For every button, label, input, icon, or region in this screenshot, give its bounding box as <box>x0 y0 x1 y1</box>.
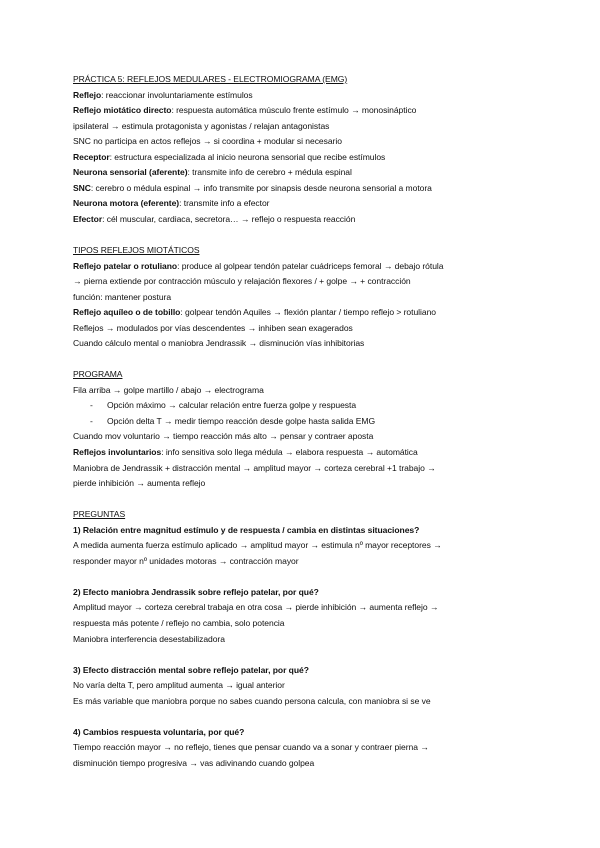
definition-line: SNC no participa en actos reflejos → si coordina + modular si necesario <box>73 136 342 147</box>
tipos-line: Reflejos → modulados por vías descendentes → inhiben sean exagerados <box>73 322 353 333</box>
tipos-line: función: mantener postura <box>73 291 172 302</box>
dash-bullet-icon: - <box>90 415 93 426</box>
bullet-item: - Opción delta T → medir tiempo reacción desde golpe hasta salida EMG <box>73 414 543 430</box>
answer-line: respuesta más potente / reflejo no cambia, solo potencia <box>73 617 285 628</box>
definition-line: Neurona sensorial (aferente): transmite info de cerebro + médula espinal <box>73 167 352 178</box>
programa-line: Cuando mov voluntario → tiempo reacción más alto → pensar y contraer aposta <box>73 431 374 442</box>
question-3: 3) Efecto distracción mental sobre reflejo patelar, por qué? <box>73 664 309 675</box>
answer-line: disminución tiempo progresiva → vas adivinando cuando golpea <box>73 757 315 768</box>
question-1: 1) Relación entre magnitud estímulo y de respuesta / cambia en distintas situaciones? <box>73 524 420 535</box>
answer-line: Maniobra interferencia desestabilizadora <box>73 633 225 644</box>
answer-line: Amplitud mayor → corteza cerebral trabaja en otra cosa → pierde inhibición → aumenta reflejo → <box>73 602 439 613</box>
document-page <box>73 72 543 771</box>
question-2: 2) Efecto maniobra Jendrassik sobre reflejo patelar, por qué? <box>73 586 319 597</box>
programa-line: Reflejos involuntarios: info sensitiva solo llega médula → elabora respuesta → automática <box>73 447 418 458</box>
programa-line: pierde inhibición → aumenta reflejo <box>73 478 206 489</box>
programa-line: Fila arriba → golpe martillo / abajo → electrograma <box>73 384 264 395</box>
programa-line: Maniobra de Jendrassik + distracción mental → amplitud mayor → corteza cerebral +1 trabajo → <box>73 462 436 473</box>
tipos-line: Reflejo patelar o rotuliano: produce al golpear tendón patelar cuádriceps femoral → debajo rótula <box>73 260 444 271</box>
definition-line: Neurona motora (eferente): transmite info a efector <box>73 198 270 209</box>
section-heading-preguntas: PREGUNTAS <box>73 509 126 520</box>
page-title: PRÁCTICA 5: REFLEJOS MEDULARES - ELECTROMIOGRAMA (EMG) <box>73 74 348 84</box>
definition-line: ipsilateral → estimula protagonista y agonistas / relajan antagonistas <box>73 120 330 131</box>
section-heading-tipos: TIPOS REFLEJOS MIOTÁTICOS <box>73 244 200 255</box>
answer-line: No varía delta T, pero amplitud aumenta → igual anterior <box>73 680 285 691</box>
dash-bullet-icon: - <box>90 400 93 411</box>
definition-line: Reflejo: reaccionar involuntariamente estímulos <box>73 89 253 100</box>
answer-line: Tiempo reacción mayor → no reflejo, tienes que pensar cuando va a sonar y contraer pierna → <box>73 742 429 753</box>
definition-line: Receptor: estructura especializada al inicio neurona sensorial que recibe estímulos <box>73 151 386 162</box>
tipos-line: Cuando cálculo mental o maniobra Jendrassik → disminución vías inhibitorias <box>73 338 365 349</box>
section-heading-programa: PROGRAMA <box>73 369 123 380</box>
definition-line: Efector: cél muscular, cardiaca, secretora… → reflejo o respuesta reacción <box>73 213 356 224</box>
tipos-line: Reflejo aquíleo o de tobillo: golpear tendón Aquiles → flexión plantar / tiempo reflejo > rotuliano <box>73 307 436 318</box>
answer-line: A medida aumenta fuerza estímulo aplicado → amplitud mayor → estimula nº mayor receptores → <box>73 540 442 551</box>
question-4: 4) Cambios respuesta voluntaria, por qué? <box>73 726 245 737</box>
bullet-item: - Opción máximo → calcular relación entre fuerza golpe y respuesta <box>73 398 543 414</box>
definition-line: SNC: cerebro o médula espinal → info transmite por sinapsis desde neurona sensorial a motora <box>73 182 432 193</box>
definition-line: Reflejo miotático directo: respuesta automática músculo frente estímulo → monosináptico <box>73 105 417 116</box>
tipos-line: → pierna extiende por contracción músculo y relajación flexores / + golpe → + contracción <box>73 276 411 287</box>
answer-line: Es más variable que maniobra porque no sabes cuando persona calcula, con maniobra si se ve <box>73 695 431 706</box>
answer-line: responder mayor nº unidades motoras → contracción mayor <box>73 555 299 566</box>
